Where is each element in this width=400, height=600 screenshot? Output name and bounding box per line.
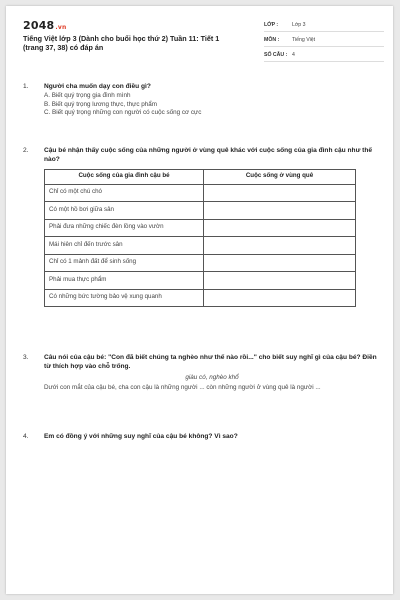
question-body — [44, 83, 373, 118]
meta-row-question-count — [264, 50, 384, 62]
table-cell: Có một hồ bơi giữa sân — [45, 202, 204, 220]
table-cell: Phải mua thực phẩm — [45, 272, 204, 290]
answer-cell[interactable] — [204, 272, 356, 290]
question-body — [44, 354, 380, 393]
question-text: Cậu bé nhận thấy cuộc sống của những người ở vùng quê khác với cuộc sống của gia đình cậu như thế nào? — [44, 147, 373, 163]
meta-value: 4 — [292, 52, 295, 58]
table-row — [45, 219, 356, 237]
question-number: 4. — [23, 433, 29, 440]
question-text: Em có đồng ý với những suy nghĩ của cậu bé không? Vì sao? — [44, 433, 238, 440]
table-row — [45, 184, 356, 202]
option-c[interactable]: C. Biết quý trọng những con người có cuộc sống cơ cực — [44, 109, 202, 117]
answer-cell[interactable] — [204, 237, 356, 255]
meta-label: LỚP : — [264, 22, 279, 28]
question-number: 3. — [23, 354, 29, 361]
meta-label: SỐ CÂU : — [264, 52, 288, 58]
question-2 — [23, 147, 380, 307]
answer-cell[interactable] — [204, 184, 356, 202]
table-row — [45, 254, 356, 272]
table-row — [45, 272, 356, 290]
table-row — [45, 237, 356, 255]
meta-value: Lớp 3 — [292, 22, 306, 28]
question-number: 2. — [23, 147, 29, 154]
word-hint: giàu có, nghèo khổ — [185, 373, 239, 381]
question-1 — [23, 83, 373, 118]
question-body — [44, 433, 380, 442]
question-4 — [23, 433, 380, 442]
site-logo[interactable] — [23, 19, 66, 32]
logo-tld: .vn — [55, 24, 67, 31]
logo-text: 2048 — [23, 19, 55, 32]
question-text: Câu nói của cậu bé: "Con đã biết chúng ta nghèo như thế nào rồi..." cho biết suy nghĩ gì của cậu bé? Điền từ thích hợp vào chỗ trống. — [44, 354, 377, 370]
comparison-table — [44, 169, 356, 308]
table-row — [45, 289, 356, 307]
meta-row-subject — [264, 35, 384, 47]
table-cell: Có những bức tường bảo vệ xung quanh — [45, 289, 204, 307]
answer-cell[interactable] — [204, 202, 356, 220]
table-header-row — [45, 169, 356, 184]
answer-cell[interactable] — [204, 289, 356, 307]
meta-label: MÔN : — [264, 37, 280, 43]
fill-in-sentence[interactable]: Dưới con mắt của cậu bé, cha con cậu là những người ... còn những người ở vùng quê là người ... — [44, 384, 321, 392]
table-cell: Phải đưa những chiếc đèn lồng vào vườn — [45, 219, 204, 237]
worksheet-page — [6, 6, 393, 594]
question-number: 1. — [23, 83, 29, 90]
table-cell: Chỉ có một chú chó — [45, 184, 204, 202]
answer-cell[interactable] — [204, 219, 356, 237]
question-body — [44, 147, 380, 307]
table-cell: Chỉ có 1 mảnh đất để sinh sống — [45, 254, 204, 272]
table-header: Cuộc sống của gia đình cậu bé — [45, 169, 204, 184]
meta-value: Tiếng Việt — [292, 37, 316, 43]
worksheet-title: Tiếng Việt lớp 3 (Dành cho buổi học thứ 2) Tuần 11: Tiết 1 (trang 37, 38) có đáp án — [23, 34, 220, 53]
question-text: Người cha muốn dạy con điều gì? — [44, 83, 151, 90]
table-header: Cuộc sống ở vùng quê — [204, 169, 356, 184]
table-cell: Mái hiên chỉ đến trước sân — [45, 237, 204, 255]
meta-panel — [264, 20, 384, 65]
question-3 — [23, 354, 380, 393]
option-b[interactable]: B. Biết quý trọng lương thực, thực phẩm — [44, 100, 158, 108]
answer-cell[interactable] — [204, 254, 356, 272]
option-a[interactable]: A. Biết quý trọng gia đình mình — [44, 91, 131, 99]
meta-row-class — [264, 20, 384, 32]
table-row — [45, 202, 356, 220]
